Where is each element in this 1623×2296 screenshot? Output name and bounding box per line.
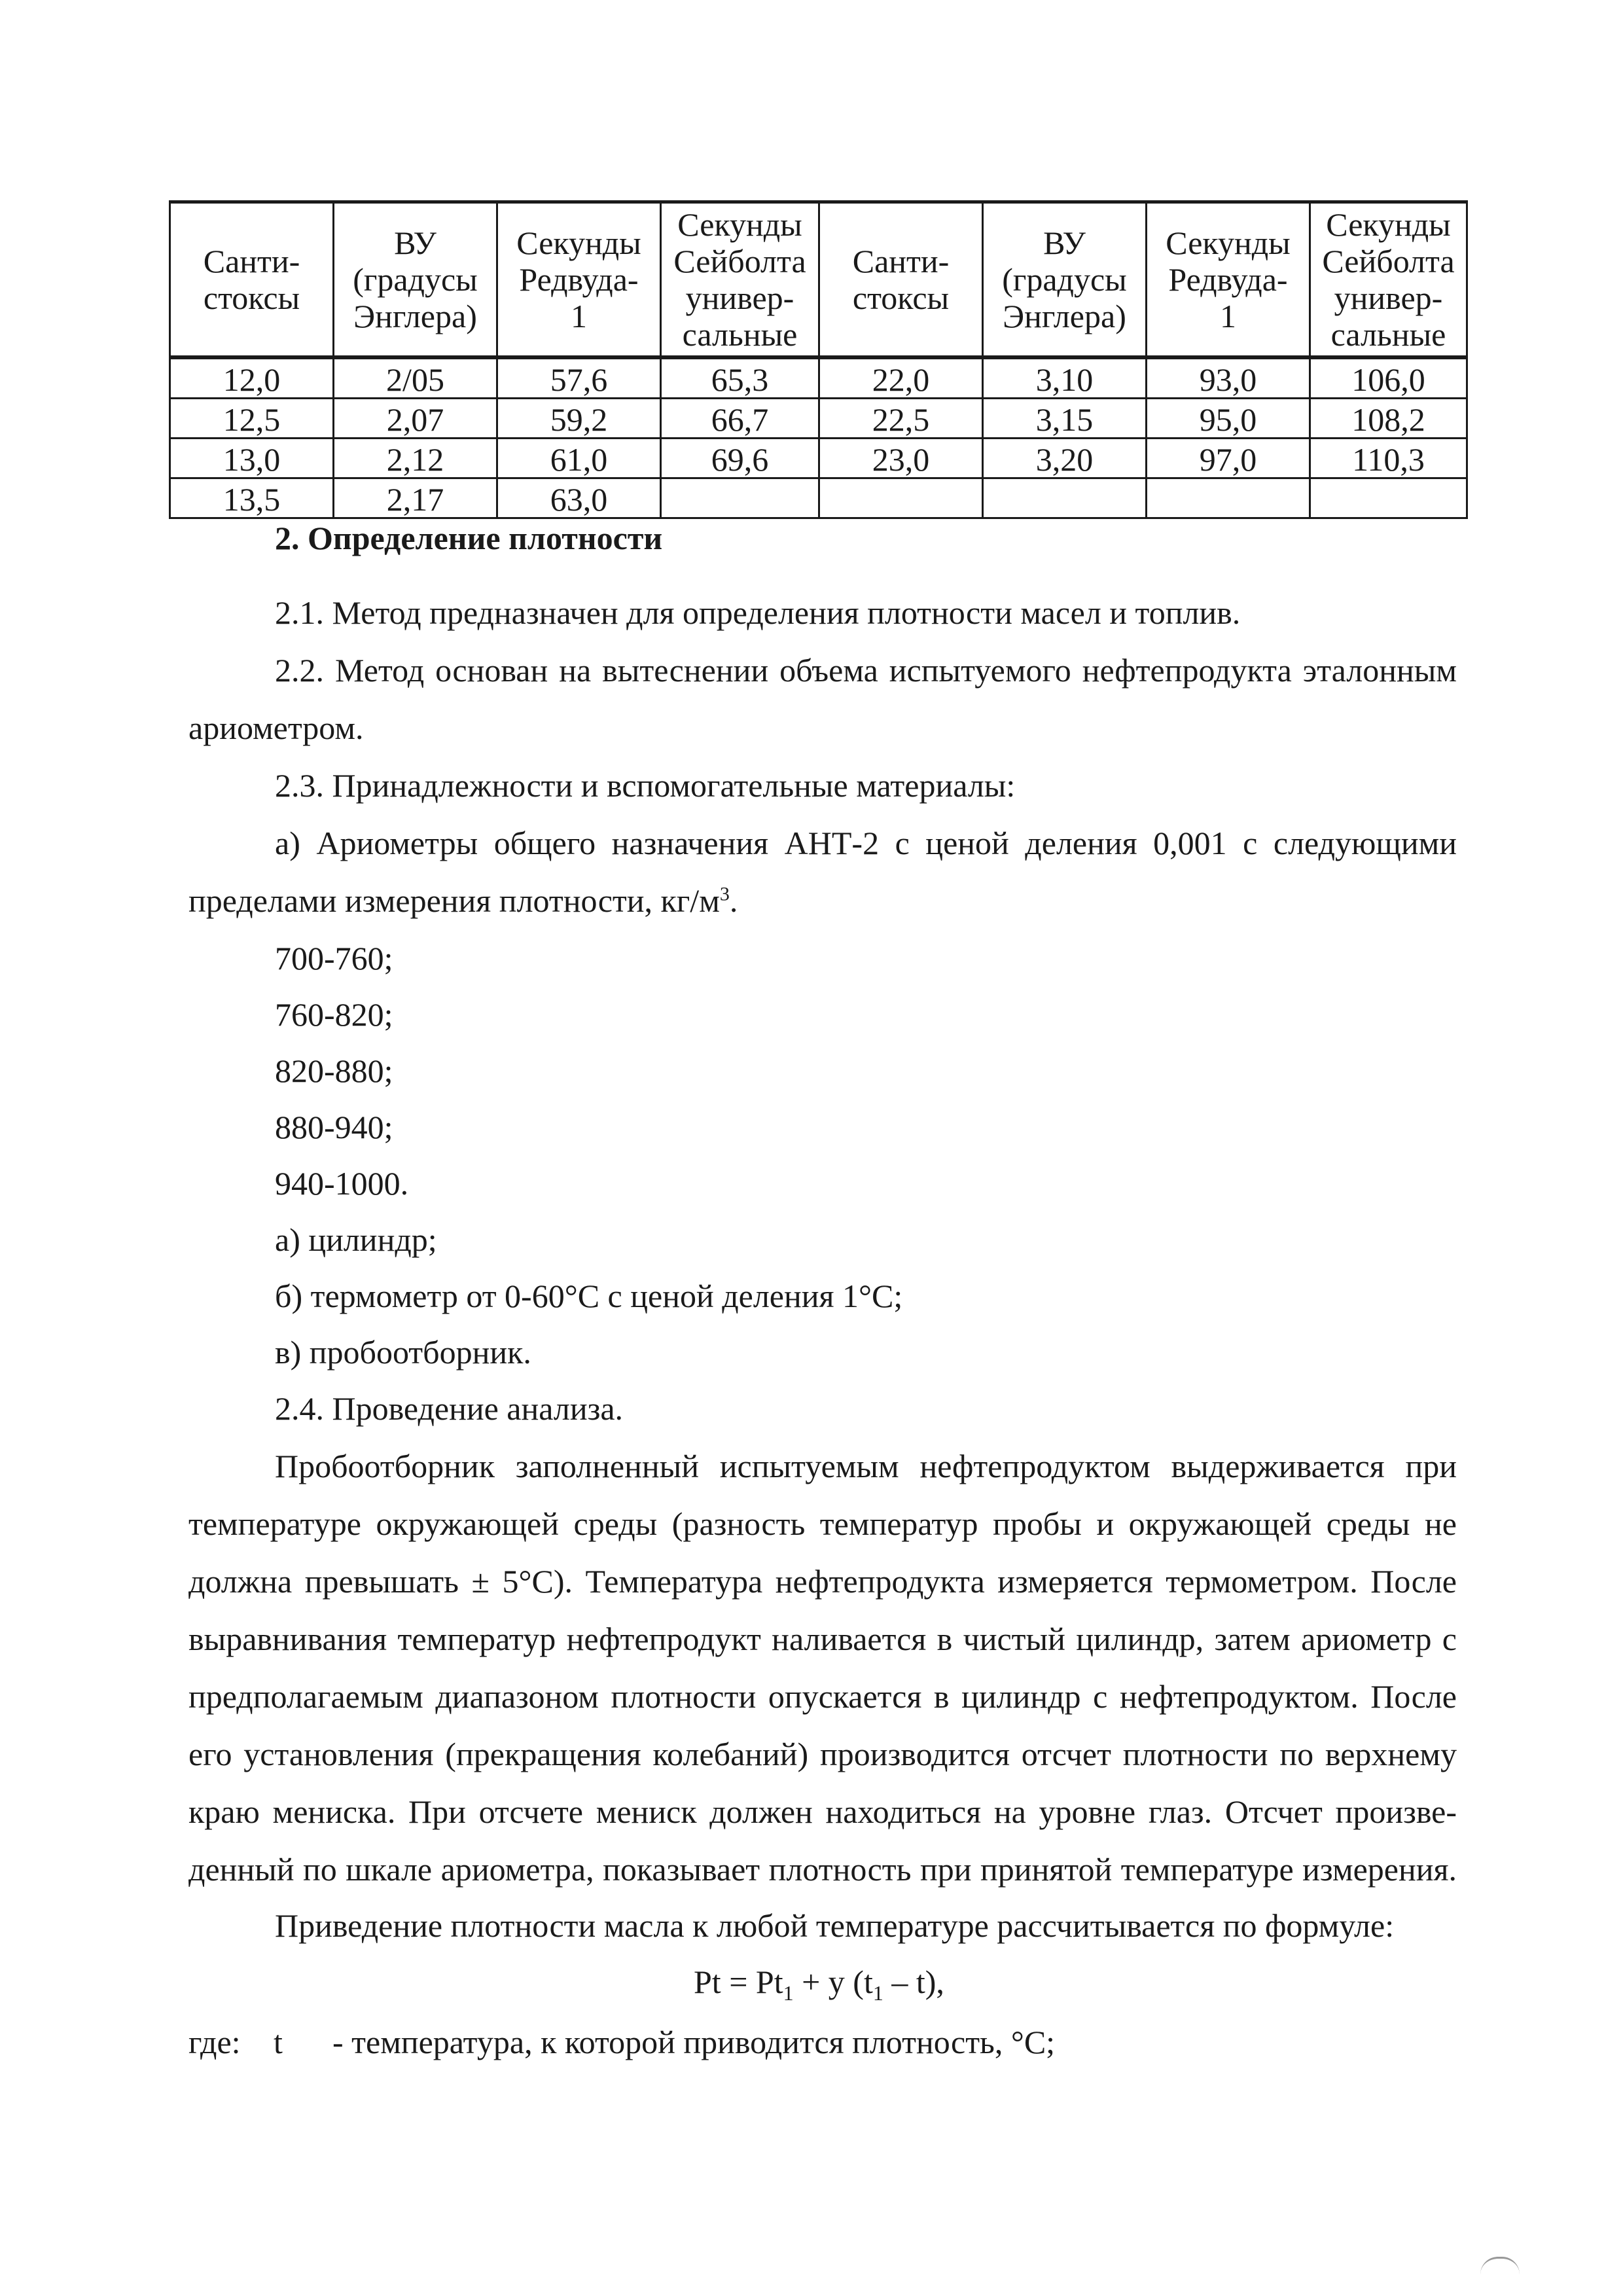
table-cell: 63,0 (497, 478, 661, 518)
table-cell: 13,5 (170, 478, 334, 518)
header-cell-centistokes: Санти- стоксы (170, 202, 334, 358)
header-cell-redwood: Секунды Редвуда- 1 (497, 202, 661, 358)
header-cell-redwood-2: Секунды Редвуда- 1 (1147, 202, 1310, 358)
header-cell-centistokes-2: Санти- стоксы (819, 202, 983, 358)
table-cell: 2,12 (334, 439, 497, 478)
table-cell: 69,6 (661, 439, 819, 478)
density-formula: $Pt = Pt_1 + y$ $(t_1 - t)$, (694, 1964, 944, 2005)
table-cell (819, 478, 983, 518)
table-cell: 57,6 (497, 357, 661, 399)
table-cell: 23,0 (819, 439, 983, 478)
table-row (170, 478, 1467, 518)
analysis-paragraph-line: выравнивания температур нефтепродукт наливается в чистый цилиндр, затем ариометр с (188, 1621, 1457, 1657)
table-cell: 13,0 (170, 439, 334, 478)
table-cell: 2,17 (334, 478, 497, 518)
analysis-paragraph-line: предполагаемым диапазоном плотности опускается в цилиндр с нефтепродуктом. После (188, 1678, 1457, 1715)
header-cell-engler-2: ВУ (градусы Энглера) (983, 202, 1147, 358)
table-row (170, 439, 1467, 478)
analysis-paragraph-line: Пробоотборник заполненный испытуемым нефтепродуктом выдерживается при (275, 1448, 1457, 1484)
table-cell (1147, 478, 1310, 518)
section-heading: 2. Определение плотности (275, 520, 663, 556)
range-item: 760-820; (275, 996, 393, 1033)
range-item: 700-760; (275, 940, 393, 977)
header-cell-saybolt-2: Секунды Сейболта универ- сальные (1310, 202, 1467, 358)
page-number-mark (1480, 2257, 1520, 2274)
table-row (170, 357, 1467, 399)
table-cell (1310, 478, 1467, 518)
table-cell: 108,2 (1310, 399, 1467, 439)
viscosity-conversion-table (169, 200, 1468, 519)
table-cell: 22,0 (819, 357, 983, 399)
list-item-sampler: в) пробоотборник. (275, 1334, 531, 1371)
range-item: 880-940; (275, 1109, 393, 1145)
superscript-cube: 3 (719, 883, 730, 905)
analysis-paragraph-line: должна превышать ± 5°С). Температура нефтепродукта измеряется термометром. После (188, 1563, 1457, 1600)
table-cell: 2/05 (334, 357, 497, 399)
range-item: 940-1000. (275, 1165, 409, 1202)
paragraph-2-2-line-2: ариометром. (188, 709, 364, 746)
table-cell: 106,0 (1310, 357, 1467, 399)
range-item: 820-880; (275, 1052, 393, 1089)
table-cell: 59,2 (497, 399, 661, 439)
formula-intro: Приведение плотности масла к любой температуре рассчитывается по формуле: (275, 1907, 1395, 1944)
where-definition: - температура, к которой приводится плотность, °С; (332, 2024, 1056, 2060)
analysis-paragraph-line: денный по шкале ариометра, показывает плотность при принятой температуре измерения. (188, 1851, 1457, 1888)
table-cell: 3,20 (983, 439, 1147, 478)
analysis-paragraph-line: краю мениска. При отсчете мениск должен находиться на уровне глаз. Отсчет произве- (188, 1793, 1457, 1830)
analysis-paragraph-line: температуре окружающей среды (разность температур пробы и окружающей среды не (188, 1505, 1457, 1542)
list-item-thermometer: б) термометр от 0-60°С с ценой деления 1°С; (275, 1278, 903, 1314)
table-cell: 66,7 (661, 399, 819, 439)
paragraph-2-4: 2.4. Проведение анализа. (275, 1390, 624, 1427)
table-cell (983, 478, 1147, 518)
paragraph-2-2-line-1: 2.2. Метод основан на вытеснении объема испытуемого нефтепродукта эталонным (275, 652, 1457, 689)
table-header-row (170, 202, 1467, 358)
paragraph-2-3: 2.3. Принадлежности и вспомогательные материалы: (275, 767, 1016, 804)
list-item-cylinder: а) цилиндр; (275, 1221, 437, 1258)
table-cell: 3,15 (983, 399, 1147, 439)
header-cell-engler: ВУ (градусы Энглера) (334, 202, 497, 358)
table-cell: 12,5 (170, 399, 334, 439)
table-cell: 3,10 (983, 357, 1147, 399)
header-cell-saybolt: Секунды Сейболта универ- сальные (661, 202, 819, 358)
table-row (170, 399, 1467, 439)
table-cell: 93,0 (1147, 357, 1310, 399)
table-cell: 110,3 (1310, 439, 1467, 478)
paragraph-2-1: 2.1. Метод предназначен для определения плотности масел и топлив. (275, 594, 1241, 631)
where-symbol: t (274, 2024, 283, 2060)
analysis-paragraph-line: его установления (прекращения колебаний) производится отсчет плотности по верхнему (188, 1736, 1457, 1772)
table-cell: 22,5 (819, 399, 983, 439)
table-cell: 65,3 (661, 357, 819, 399)
table-cell: 95,0 (1147, 399, 1310, 439)
table-cell: 97,0 (1147, 439, 1310, 478)
table-cell (661, 478, 819, 518)
paragraph-hydrometers-line-2: пределами измерения плотности, $кг/м^3$. (188, 882, 738, 919)
table-cell: 2,07 (334, 399, 497, 439)
table-cell: 12,0 (170, 357, 334, 399)
table-cell: 61,0 (497, 439, 661, 478)
where-label: где: (188, 2024, 241, 2060)
paragraph-hydrometers-line-1: а) Ариометры общего назначения АНТ-2 с ценой деления 0,001 с следующими (275, 825, 1457, 861)
